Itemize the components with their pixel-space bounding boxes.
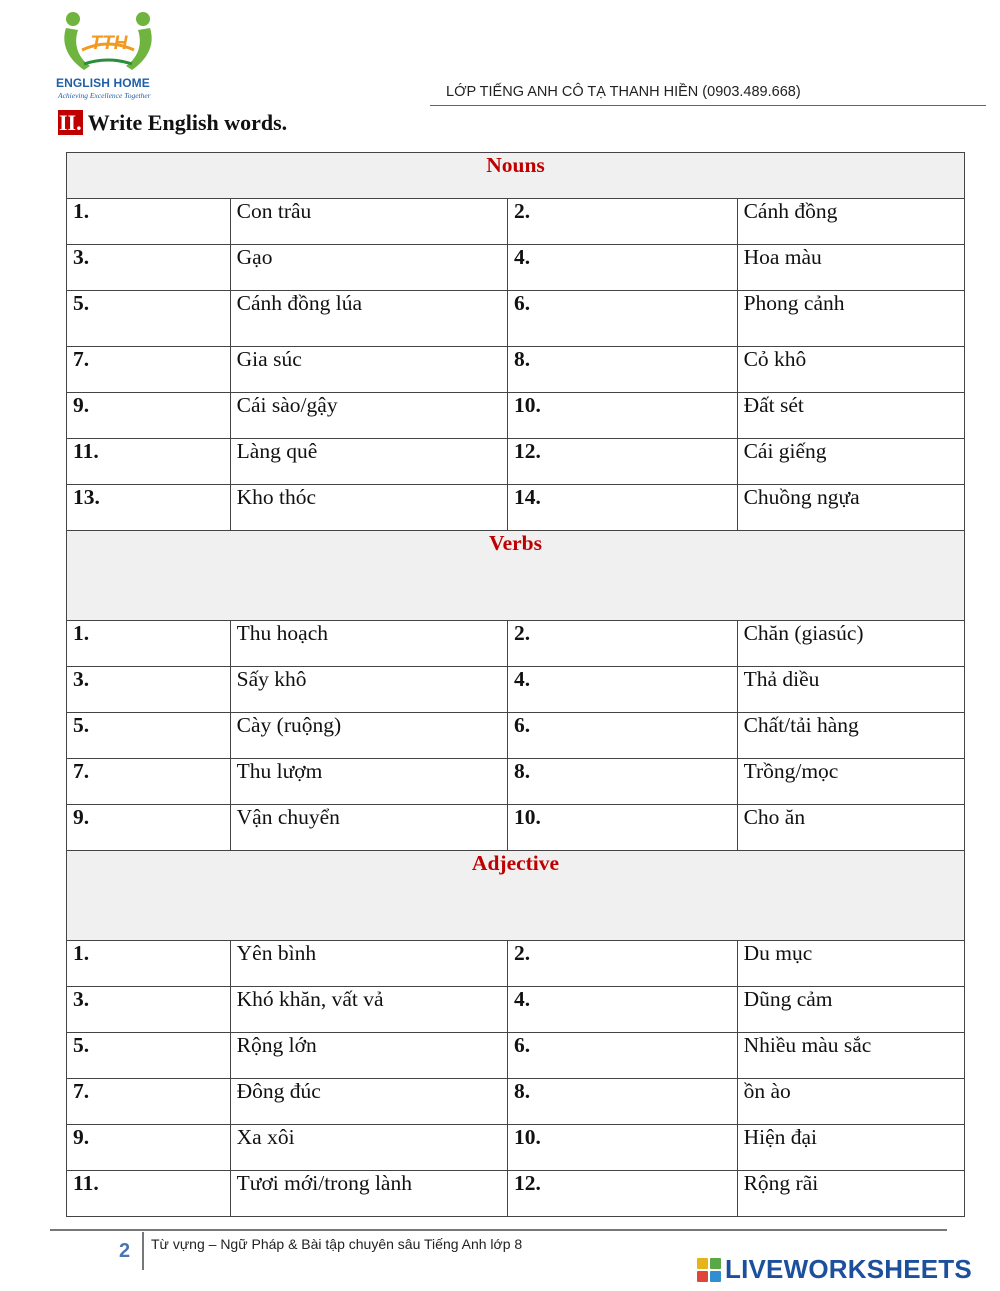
item-number: 2. [508,199,738,245]
item-number: 8. [508,759,738,805]
vietnamese-word: Đông đúc [230,1079,507,1125]
table-row [67,1171,965,1217]
item-number: 5. [67,291,231,347]
table-row [67,439,965,485]
liveworksheets-logo-icon [697,1258,723,1282]
section-title-text: Write English words. [87,110,288,135]
item-number: 4. [508,245,738,291]
item-number: 7. [67,1079,231,1125]
vietnamese-word: Kho thóc [230,485,507,531]
page-number-separator [142,1232,144,1270]
item-number: 14. [508,485,738,531]
table-row [67,393,965,439]
vietnamese-word: Gia súc [230,347,507,393]
vietnamese-word: Cỏ khô [737,347,964,393]
section-number: II. [59,110,82,135]
vietnamese-word: Sấy khô [230,667,507,713]
table-row [67,485,965,531]
table-row [67,347,965,393]
table-row [67,291,965,347]
footer-text: Từ vựng – Ngữ Pháp & Bài tập chuyên sâu Tiếng Anh lớp 8 [151,1236,523,1252]
item-number: 11. [67,439,231,485]
logo-name: ENGLISH HOME [56,76,150,90]
item-number: 2. [508,621,738,667]
vietnamese-word: Rộng lớn [230,1033,507,1079]
item-number: 6. [508,1033,738,1079]
vietnamese-word: Du mục [737,941,964,987]
logo-letters [74,32,144,54]
item-number: 3. [67,987,231,1033]
table-row [67,245,965,291]
vietnamese-word: Chuồng ngựa [737,485,964,531]
item-number: 9. [67,805,231,851]
table-row [67,667,965,713]
vietnamese-word: Yên bình [230,941,507,987]
vietnamese-word: Gạo [230,245,507,291]
item-number: 6. [508,291,738,347]
item-number: 10. [508,1125,738,1171]
table-row [67,1033,965,1079]
item-number: 12. [508,1171,738,1217]
vietnamese-word: Cày (ruộng) [230,713,507,759]
liveworksheets-wordmark: LIVEWORKSHEETS [725,1254,972,1284]
item-number: 4. [508,987,738,1033]
table-row [67,805,965,851]
vietnamese-word: Trồng/mọc [737,759,964,805]
vietnamese-word: Chất/tải hàng [737,713,964,759]
vietnamese-word: Cái sào/gậy [230,393,507,439]
vietnamese-word: Thả diều [737,667,964,713]
vietnamese-word: ồn ào [737,1079,964,1125]
vietnamese-word: Khó khăn, vất vả [230,987,507,1033]
item-number: 8. [508,1079,738,1125]
vietnamese-word: Đất sét [737,393,964,439]
vietnamese-word: Nhiều màu sắc [737,1033,964,1079]
item-number: 11. [67,1171,231,1217]
item-number: 10. [508,805,738,851]
item-number: 5. [67,1033,231,1079]
vietnamese-word: Vận chuyển [230,805,507,851]
table-row [67,621,965,667]
vietnamese-word: Con trâu [230,199,507,245]
item-number: 7. [67,759,231,805]
vietnamese-word: Hoa màu [737,245,964,291]
table-row [67,1125,965,1171]
page-number: 2 [119,1240,131,1262]
item-number: 1. [67,941,231,987]
table-row [67,199,965,245]
table-row [67,1079,965,1125]
adjective-heading: Adjective [67,851,965,941]
item-number: 7. [67,347,231,393]
vietnamese-word: Cái giếng [737,439,964,485]
vietnamese-word: Chăn (giasúc) [737,621,964,667]
vietnamese-word: Rộng rãi [737,1171,964,1217]
svg-text:TTH: TTH [90,33,128,54]
vietnamese-word: Cánh đồng lúa [230,291,507,347]
footer-divider [50,1229,947,1231]
item-number: 9. [67,393,231,439]
vietnamese-word: Cho ăn [737,805,964,851]
logo-tagline: Achieving Excellence Together [58,91,151,100]
vietnamese-word: Dũng cảm [737,987,964,1033]
vietnamese-word: Cánh đồng [737,199,964,245]
header-divider [430,105,986,106]
vietnamese-word: Tươi mới/trong lành [230,1171,507,1217]
item-number: 1. [67,621,231,667]
table-row [67,987,965,1033]
section-title [58,110,287,136]
nouns-heading: Nouns [67,153,965,199]
vocabulary-table [66,152,965,1217]
item-number: 4. [508,667,738,713]
vietnamese-word: Hiện đại [737,1125,964,1171]
vietnamese-word: Xa xôi [230,1125,507,1171]
item-number: 6. [508,713,738,759]
header-title: LỚP TIẾNG ANH CÔ TẠ THANH HIỀN (0903.489.668) [446,84,801,100]
table-row [67,941,965,987]
item-number: 3. [67,245,231,291]
item-number: 8. [508,347,738,393]
verbs-heading: Verbs [67,531,965,621]
vietnamese-word: Thu hoạch [230,621,507,667]
item-number: 3. [67,667,231,713]
tth-logo [56,10,156,102]
item-number: 1. [67,199,231,245]
table-row [67,713,965,759]
vietnamese-word: Thu lượm [230,759,507,805]
item-number: 10. [508,393,738,439]
item-number: 5. [67,713,231,759]
table-row [67,759,965,805]
item-number: 9. [67,1125,231,1171]
item-number: 2. [508,941,738,987]
item-number: 12. [508,439,738,485]
vietnamese-word: Làng quê [230,439,507,485]
item-number: 13. [67,485,231,531]
vietnamese-word: Phong cảnh [737,291,964,347]
